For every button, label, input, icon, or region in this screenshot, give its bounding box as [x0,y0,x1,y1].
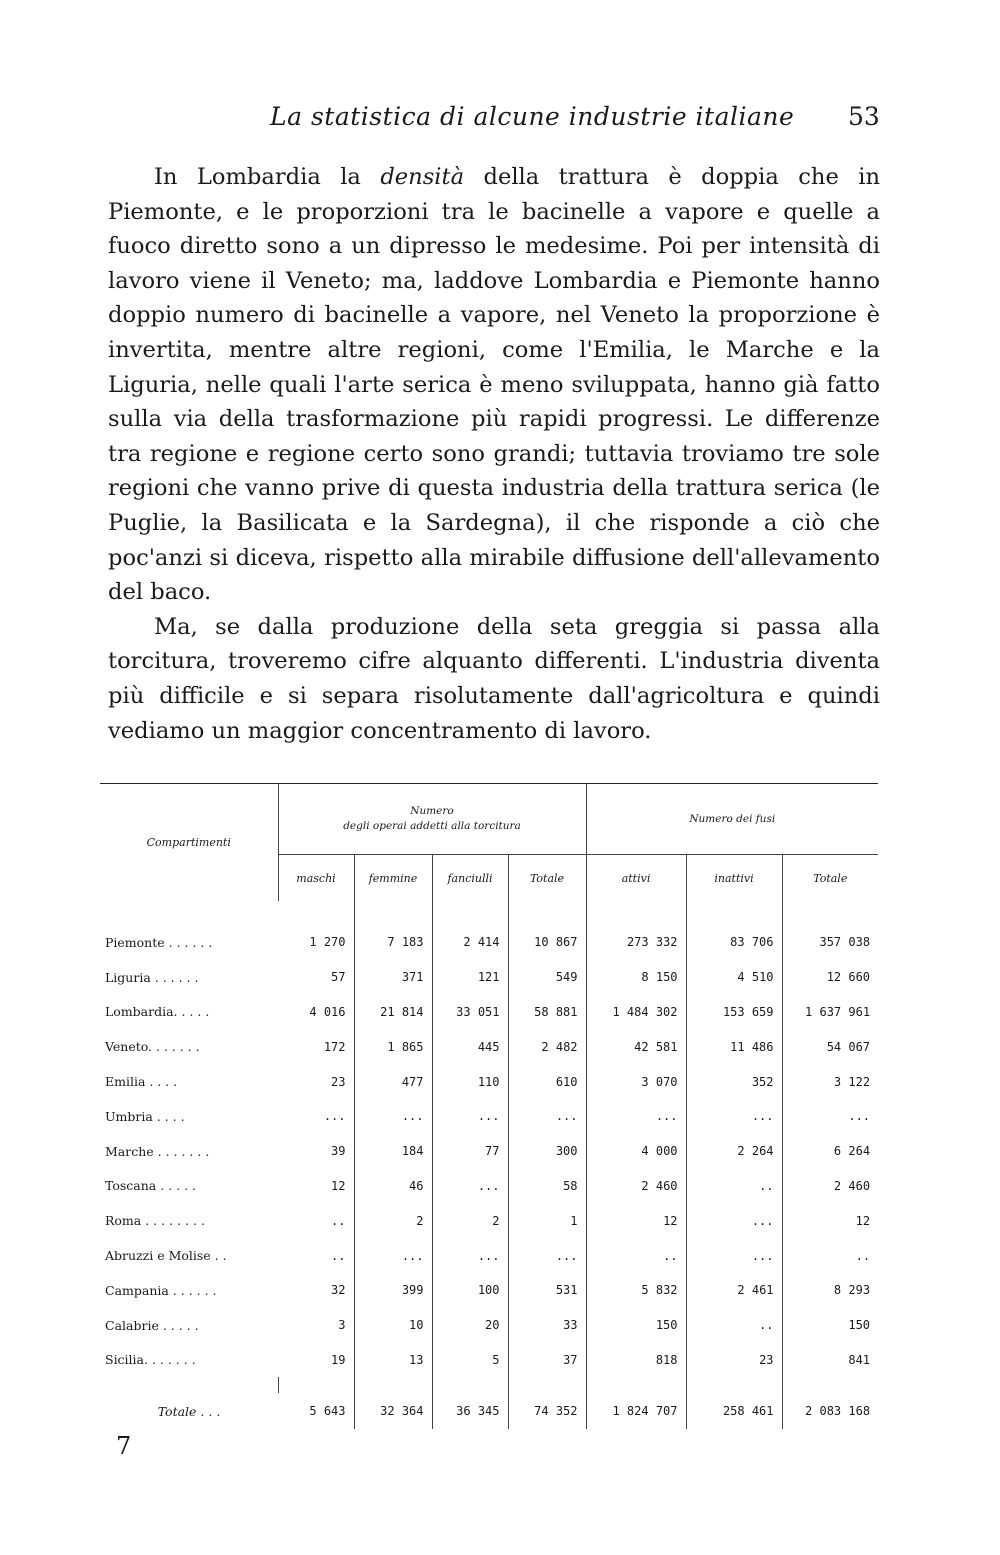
table-cell: 610 [508,1064,586,1099]
table-cell: 2 461 [686,1273,782,1308]
region-name: Roma . . . . . . . . [105,1213,205,1229]
spacer-cell [100,1377,278,1393]
table-cell: 150 [586,1308,686,1343]
table-cell: ... [586,1099,686,1134]
table-cell: 1 484 302 [586,995,686,1030]
emphasis-densita: densità [380,164,465,190]
signature-mark: 7 [116,1432,132,1460]
col-header-inattivi: inattivi [686,855,782,902]
table-cell: 8 293 [782,1273,878,1308]
table-cell: 8 150 [586,960,686,995]
table-cell: .. [331,1213,346,1228]
table-cell: 2 414 [432,901,508,960]
spacer-cell [508,1377,586,1393]
region-name: Sicilia. . . . . . . [105,1352,196,1368]
table-cell: .. [586,1238,686,1273]
table-cell: 23 [331,1074,346,1089]
spacer-cell [686,1377,782,1393]
table-cell: 23 [686,1343,782,1378]
table-cell: 2 [354,1203,432,1238]
table-cell: 12 [586,1203,686,1238]
region-name: Marche . . . . . . . [105,1143,210,1159]
col-header-maschi: maschi [278,855,354,902]
table-cell: 33 [508,1308,586,1343]
table-cell: 20 [432,1308,508,1343]
total-spacer [100,1377,878,1393]
table-cell: 273 332 [586,901,686,960]
region-name: Toscana . . . . . [105,1178,196,1194]
table-cell: 172 [323,1039,346,1054]
table-cell: .. [686,1169,782,1204]
table-cell: 1 270 [309,935,346,950]
table-cell: 352 [686,1064,782,1099]
total-cell: 258 461 [686,1393,782,1429]
total-cell: 36 345 [432,1393,508,1429]
table-cell: 10 [354,1308,432,1343]
table-cell: .. [686,1308,782,1343]
table-cell: 6 264 [782,1134,878,1169]
group-header-workers [278,784,586,855]
table-cell: ... [323,1109,346,1124]
col-header-attivi: attivi [586,855,686,902]
table-cell: 300 [508,1134,586,1169]
table-cell: 531 [508,1273,586,1308]
spacer-cell [354,1377,432,1393]
table-cell: 371 [354,960,432,995]
paragraph-2: Ma, se dalla produzione della seta greggia si passa alla torcitura, troveremo cifre alquanto differenti. L'industria diventa più difficile e si separa risolutamente dall'agricoltura e quindi vediamo un maggior concentramento di lavoro. [108,613,880,744]
region-name: Lombardia. . . . . [105,1004,210,1020]
table-cell: 2 482 [508,1029,586,1064]
table-cell: 3 070 [586,1064,686,1099]
table-cell: 39 [331,1144,346,1159]
paragraph-1-rest: della trattura è doppia che in Piemonte, e le proporzioni tra le bacinelle a vapore e quelle a fuoco diretto sono a un dipresso le medesime. Poi per intensità di lavoro viene il Veneto; ma, laddove Lombardia e Piemonte hanno doppio numero di bacinelle a vapore, nel Veneto la proporzione è invertita, mentre altre regioni, come l'Emilia, le Marche e la Liguria, nelle quali l'arte serica è meno sviluppata, hanno già fatto sulla via della trasformazione più rapidi progressi. Le differenze tra regione e regione certo sono grandi; tuttavia troviamo tre sole regioni che vanno prive di questa industria della trattura serica (le Puglie, la Basilicata e la Sardegna), il che risponde a ciò che poc'anzi si diceva, rispetto alla mirabile diffusione dell'allevamento del baco. [108,164,880,606]
table-cell: ... [432,1169,508,1204]
table-cell: 841 [782,1343,878,1378]
table-cell: 19 [331,1352,346,1367]
region-name: Liguria . . . . . . [105,969,199,985]
table-cell: 4 510 [686,960,782,995]
table-cell: 100 [432,1273,508,1308]
table-cell: 12 660 [782,960,878,995]
table-cell: 58 [508,1169,586,1204]
table-row [100,1134,878,1169]
table-cell: ... [686,1238,782,1273]
table-cell: 57 [331,970,346,985]
table-cell: ... [432,1238,508,1273]
stub-header: Compartimenti [100,784,278,902]
col-header-totale-fusi: Totale [782,855,878,902]
table-cell: 477 [354,1064,432,1099]
table-cell: 5 [432,1343,508,1378]
paragraph-1-start: In Lombardia la [154,164,381,190]
table-row [100,1099,878,1134]
table-cell: ... [782,1099,878,1134]
table-cell: .. [331,1248,346,1263]
total-cell: 2 083 168 [782,1393,878,1429]
table-cell: 32 [331,1283,346,1298]
spacer-cell [278,1377,354,1393]
table-cell: 58 881 [508,995,586,1030]
running-title: La statistica di alcune industrie italiane [270,102,795,131]
table-cell: 2 [432,1203,508,1238]
table-cell: 37 [508,1343,586,1378]
table-cell: ... [432,1099,508,1134]
table-cell: 33 051 [432,995,508,1030]
table-cell: 2 460 [586,1169,686,1204]
table-cell: 399 [354,1273,432,1308]
table-cell: 549 [508,960,586,995]
region-name: Calabrie . . . . . [105,1317,199,1333]
table-row [100,1203,878,1238]
table-cell: .. [782,1238,878,1273]
region-name: Emilia . . . . [105,1074,178,1090]
table-cell: 46 [354,1169,432,1204]
table-row [100,1238,878,1273]
table-cell: 150 [782,1308,878,1343]
table-cell: 2 264 [686,1134,782,1169]
paragraph-1 [108,160,880,610]
table-cell: 1 865 [354,1029,432,1064]
page-number: 53 [848,102,880,131]
total-label: Totale . . . [157,1403,221,1419]
table-row [100,960,878,995]
table-cell: 1 637 961 [782,995,878,1030]
region-name: Campania . . . . . . [105,1282,217,1298]
total-cell: 5 643 [309,1404,346,1419]
table-cell: ... [508,1238,586,1273]
table-cell: 1 [508,1203,586,1238]
group-header-workers-line2: degli operai addetti alla torcitura [343,820,521,832]
total-row [100,1393,878,1429]
table-cell: 21 814 [354,995,432,1030]
total-cell: 74 352 [508,1393,586,1429]
table-cell: ... [354,1238,432,1273]
table-cell: 184 [354,1134,432,1169]
table-cell: 11 486 [686,1029,782,1064]
table-cell: 3 [338,1318,346,1333]
table-cell: 77 [432,1134,508,1169]
table-row [100,901,878,960]
table-cell: 357 038 [782,901,878,960]
body-text [108,160,880,748]
table-cell: 12 [782,1203,878,1238]
table-row [100,1029,878,1064]
table-cell: 110 [432,1064,508,1099]
table-cell: 2 460 [782,1169,878,1204]
table-cell: 121 [432,960,508,995]
region-name: Abruzzi e Molise . . [105,1248,227,1264]
table-cell: 7 183 [354,901,432,960]
region-name: Piemonte . . . . . . [105,934,213,950]
table-row [100,1064,878,1099]
table-row [100,1273,878,1308]
table-cell: 54 067 [782,1029,878,1064]
region-name: Veneto. . . . . . . [105,1039,200,1055]
table-cell: ... [686,1203,782,1238]
table-cell: 10 867 [508,901,586,960]
statistics-table [100,783,878,1429]
table-cell: 83 706 [686,901,782,960]
spacer-cell [782,1377,878,1393]
group-header-spindles: Numero dei fusi [586,784,878,855]
table-cell: ... [354,1099,432,1134]
group-header-workers-line1: Numero [410,805,454,817]
table-cell: 818 [586,1343,686,1378]
table-cell: ... [686,1099,782,1134]
region-name: Umbria . . . . [105,1108,185,1124]
page-header [0,102,1000,142]
spacer-cell [432,1377,508,1393]
table-cell: 4 016 [309,1004,346,1019]
table-cell: 445 [432,1029,508,1064]
table-cell: 4 000 [586,1134,686,1169]
table-row [100,1308,878,1343]
col-header-totale-operai: Totale [508,855,586,902]
table-cell: 153 659 [686,995,782,1030]
table-row [100,995,878,1030]
col-header-fanciulli: fanciulli [432,855,508,902]
col-header-femmine: femmine [354,855,432,902]
table-cell: 12 [331,1178,346,1193]
table-cell: 42 581 [586,1029,686,1064]
total-cell: 32 364 [354,1393,432,1429]
table-cell: 5 832 [586,1273,686,1308]
table-cell: 13 [354,1343,432,1378]
total-cell: 1 824 707 [586,1393,686,1429]
table-row [100,1169,878,1204]
table-cell: ... [508,1099,586,1134]
table-row [100,1343,878,1378]
spacer-cell [586,1377,686,1393]
table-cell: 3 122 [782,1064,878,1099]
